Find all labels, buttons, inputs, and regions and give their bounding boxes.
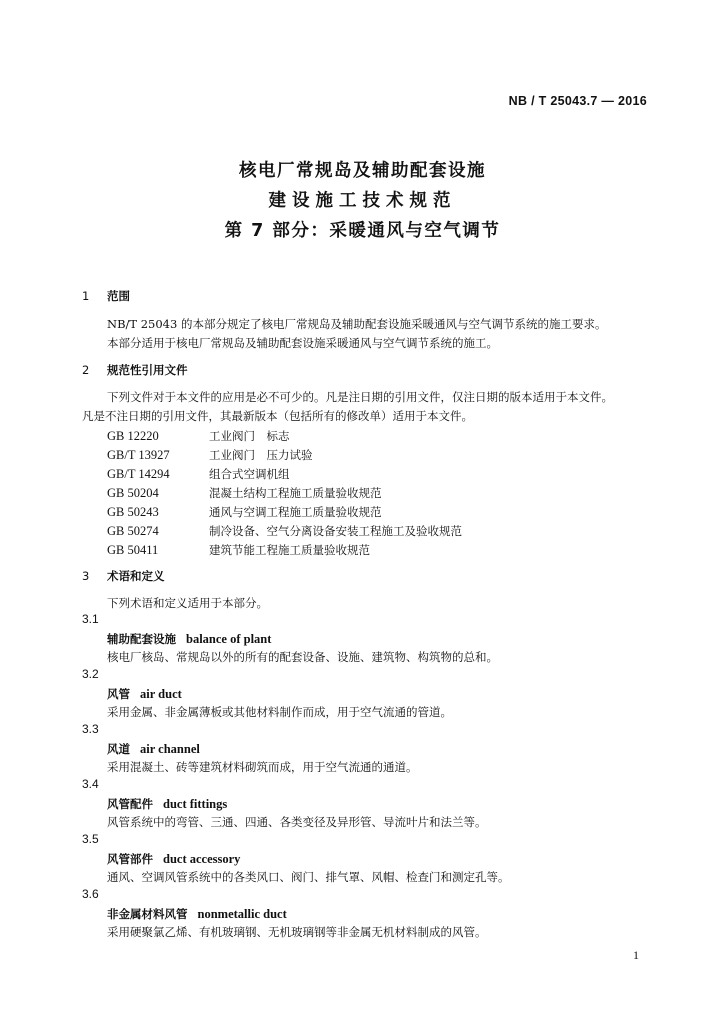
term-zh: 风管部件	[107, 852, 153, 866]
section-title: 范围	[107, 289, 130, 303]
section-1-heading	[82, 288, 130, 304]
section-3-heading	[82, 568, 165, 584]
reference-code: GB 50274	[107, 524, 159, 538]
reference-code: GB/T 13927	[107, 448, 170, 462]
section-2-heading	[82, 362, 188, 378]
term-number: 3.4	[82, 777, 99, 791]
term-en: duct accessory	[163, 852, 241, 866]
reference-item	[107, 504, 382, 520]
term-zh: 辅助配套设施	[107, 632, 176, 646]
reference-title: 工业阀门 压力试验	[209, 448, 313, 462]
reference-title: 建筑节能工程施工质量验收规范	[209, 543, 370, 557]
term-definition: 采用金属、非金属薄板或其他材料制作而成，用于空气流通的管道。	[107, 705, 452, 719]
reference-code: GB 50204	[107, 486, 159, 500]
term-number: 3.6	[82, 887, 99, 901]
term-heading	[107, 906, 287, 922]
reference-item	[107, 542, 370, 558]
term-heading	[107, 851, 240, 867]
term-zh: 风管配件	[107, 797, 153, 811]
section-2-para-line-2: 凡是不注日期的引用文件，其最新版本（包括所有的修改单）适用于本文件。	[82, 409, 473, 423]
term-number: 3.1	[82, 612, 99, 626]
section-number: 3	[82, 569, 90, 583]
reference-item	[107, 485, 382, 501]
standard-number: NB / T 25043.7 — 2016	[508, 94, 647, 108]
reference-item	[107, 466, 290, 482]
term-number: 3.2	[82, 667, 99, 681]
reference-code: GB/T 14294	[107, 467, 170, 481]
term-en: balance of plant	[186, 632, 272, 646]
term-number: 3.3	[82, 722, 99, 736]
reference-title: 混凝土结构工程施工质量验收规范	[209, 486, 382, 500]
term-heading	[107, 631, 271, 647]
term-definition: 采用硬聚氯乙烯、有机玻璃钢、无机玻璃钢等非金属无机材料制成的风管。	[107, 925, 487, 939]
section-title: 术语和定义	[107, 569, 165, 583]
title-line-1: 核电厂常规岛及辅助配套设施	[239, 161, 486, 181]
section-1-para-2: 本部分适用于核电厂常规岛及辅助配套设施采暖通风与空气调节系统的施工。	[107, 336, 498, 350]
term-heading	[107, 686, 182, 702]
reference-code: GB 50243	[107, 505, 159, 519]
term-en: air duct	[140, 687, 182, 701]
term-definition: 风管系统中的弯管、三通、四通、各类变径及异形管、导流叶片和法兰等。	[107, 815, 487, 829]
term-en: air channel	[140, 742, 200, 756]
term-heading	[107, 796, 227, 812]
reference-title: 工业阀门 标志	[209, 429, 290, 443]
term-definition: 通风、空调风管系统中的各类风口、阀门、排气罩、风帽、检查门和测定孔等。	[107, 870, 510, 884]
reference-item	[107, 428, 290, 444]
section-2-para-line-1: 下列文件对于本文件的应用是必不可少的。凡是注日期的引用文件，仅注日期的版本适用于本文件。	[107, 390, 613, 404]
term-number: 3.5	[82, 832, 99, 846]
reference-item	[107, 523, 462, 539]
reference-item	[107, 447, 313, 463]
title-line-3: 第 7 部分：采暖通风与空气调节	[224, 221, 501, 241]
section-title: 规范性引用文件	[107, 363, 188, 377]
title-line-2: 建设施工技术规范	[268, 191, 457, 211]
term-definition: 核电厂核岛、常规岛以外的所有的配套设备、设施、建筑物、构筑物的总和。	[107, 650, 498, 664]
section-1-para-1: NB/T 25043 的本部分规定了核电厂常规岛及辅助配套设施采暖通风与空气调节系统的施工要求。	[107, 317, 607, 331]
term-en: duct fittings	[163, 797, 228, 811]
term-zh: 非金属材料风管	[107, 907, 188, 921]
term-definition: 采用混凝土、砖等建筑材料砌筑而成，用于空气流通的通道。	[107, 760, 418, 774]
reference-title: 通风与空调工程施工质量验收规范	[209, 505, 382, 519]
term-zh: 风道	[107, 742, 130, 756]
reference-title: 制冷设备、空气分离设备安装工程施工及验收规范	[209, 524, 462, 538]
section-number: 2	[82, 363, 90, 377]
page-number: 1	[633, 948, 639, 962]
section-number: 1	[82, 289, 90, 303]
term-heading	[107, 741, 200, 757]
reference-code: GB 50411	[107, 543, 159, 557]
term-en: nonmetallic duct	[197, 907, 287, 921]
section-3-intro: 下列术语和定义适用于本部分。	[107, 596, 268, 610]
reference-title: 组合式空调机组	[209, 467, 290, 481]
term-zh: 风管	[107, 687, 130, 701]
reference-code: GB 12220	[107, 429, 159, 443]
